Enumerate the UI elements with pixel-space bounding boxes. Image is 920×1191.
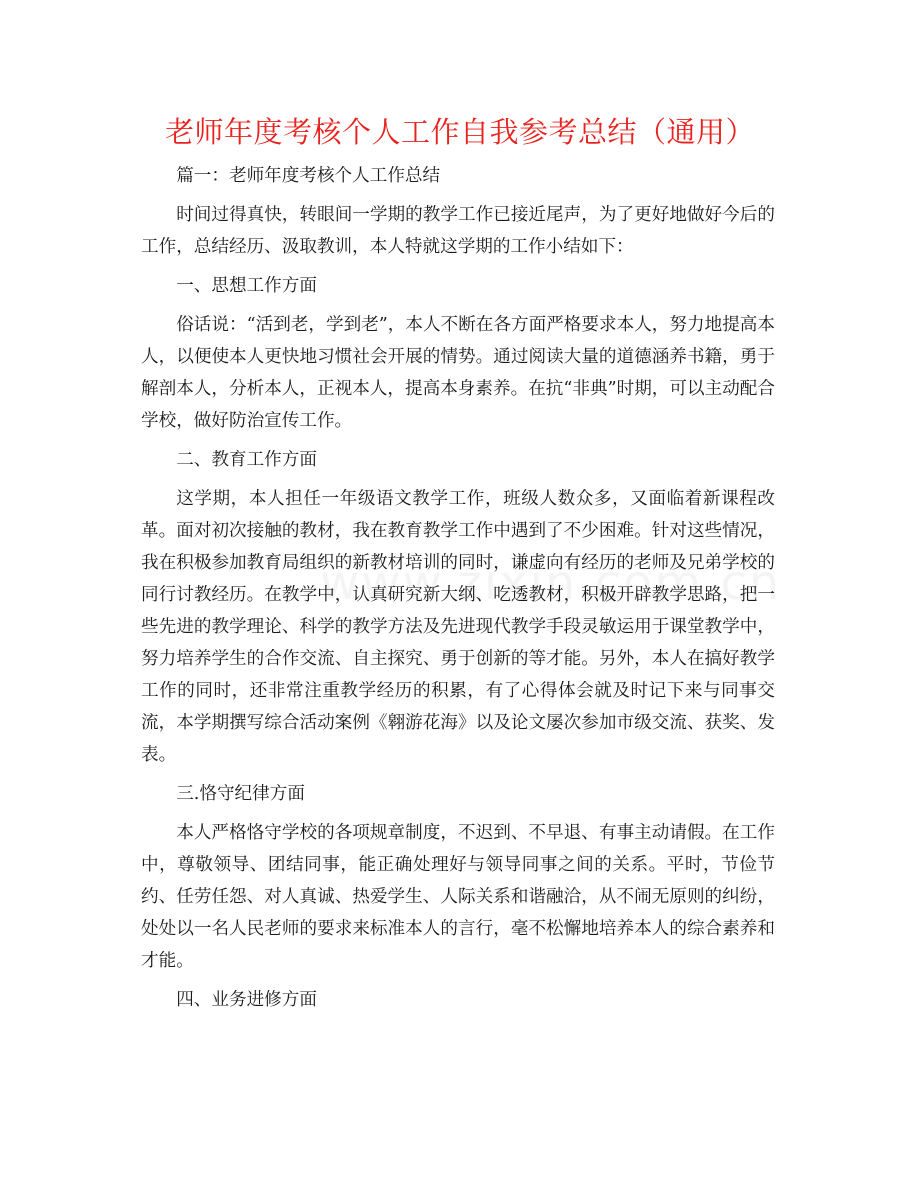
- heading-discipline: 三.恪守纪律方面: [176, 784, 305, 804]
- paragraph-discipline: 本人严格恪守学校的各项规章制度，不迟到、不早退、有事主动请假。在工作中，尊敬领导、团结同事，能正确处理好与领导同事之间的关系。平时，节俭节约、任劳任怨、对人真诚、热爱学生、人际关系和谐融洽，从不闹无原则的纠纷，处处以一名人民老师的要求来标准本人的言行，毫不松懈地培养本人的综合素养和才能。: [141, 823, 775, 971]
- paragraph-thought-work: 俗话说：“活到老，学到老”，本人不断在各方面严格要求本人，努力地提高本人，以便使本人更快地习惯社会开展的情势。通过阅读大量的道德涵养书籍，勇于解剖本人，分析本人，正视本人，提高本身素养。在抗“非典”时期，可以主动配合学校，做好防治宣传工作。: [141, 315, 775, 431]
- heading-education-work: 二、教育工作方面: [176, 450, 317, 470]
- heading-thought-work: 一、思想工作方面: [176, 276, 317, 296]
- heading-professional-study: 四、业务进修方面: [176, 990, 317, 1010]
- paragraph-education-work: 这学期，本人担任一年级语文教学工作，班级人数众多，又面临着新课程改革。面对初次接触的教材，我在教育教学工作中遇到了不少困难。针对这些情况，我在积极参加教育局组织的新教材培训的同时，谦虚向有经历的老师及兄弟学校的同行讨教经历。在教学中，认真研究新大纲、吃透教材，积极开辟教学思路，把一些先进的教学理论、科学的教学方法及先进现代教学手段灵敏运用于课堂教学中，努力培养学生的合作交流、自主探究、勇于创新的等才能。另外，本人在搞好教学工作的同时，还非常注重教学经历的积累，有了心得体会就及时记下来与同事交流，本学期撰写综合活动案例《翱游花海》以及论文屡次参加市级交流、获奖、发表。: [141, 489, 775, 765]
- intro-paragraph: 时间过得真快，转眼间一学期的教学工作已接近尾声，为了更好地做好今后的工作，总结经历、汲取教训，本人特就这学期的工作小结如下：: [141, 205, 775, 257]
- section-label-part-one: 篇一：老师年度考核个人工作总结: [176, 166, 441, 186]
- document-title: 老师年度考核个人工作自我参考总结（通用）: [164, 115, 755, 149]
- document-body: [141, 160, 775, 1016]
